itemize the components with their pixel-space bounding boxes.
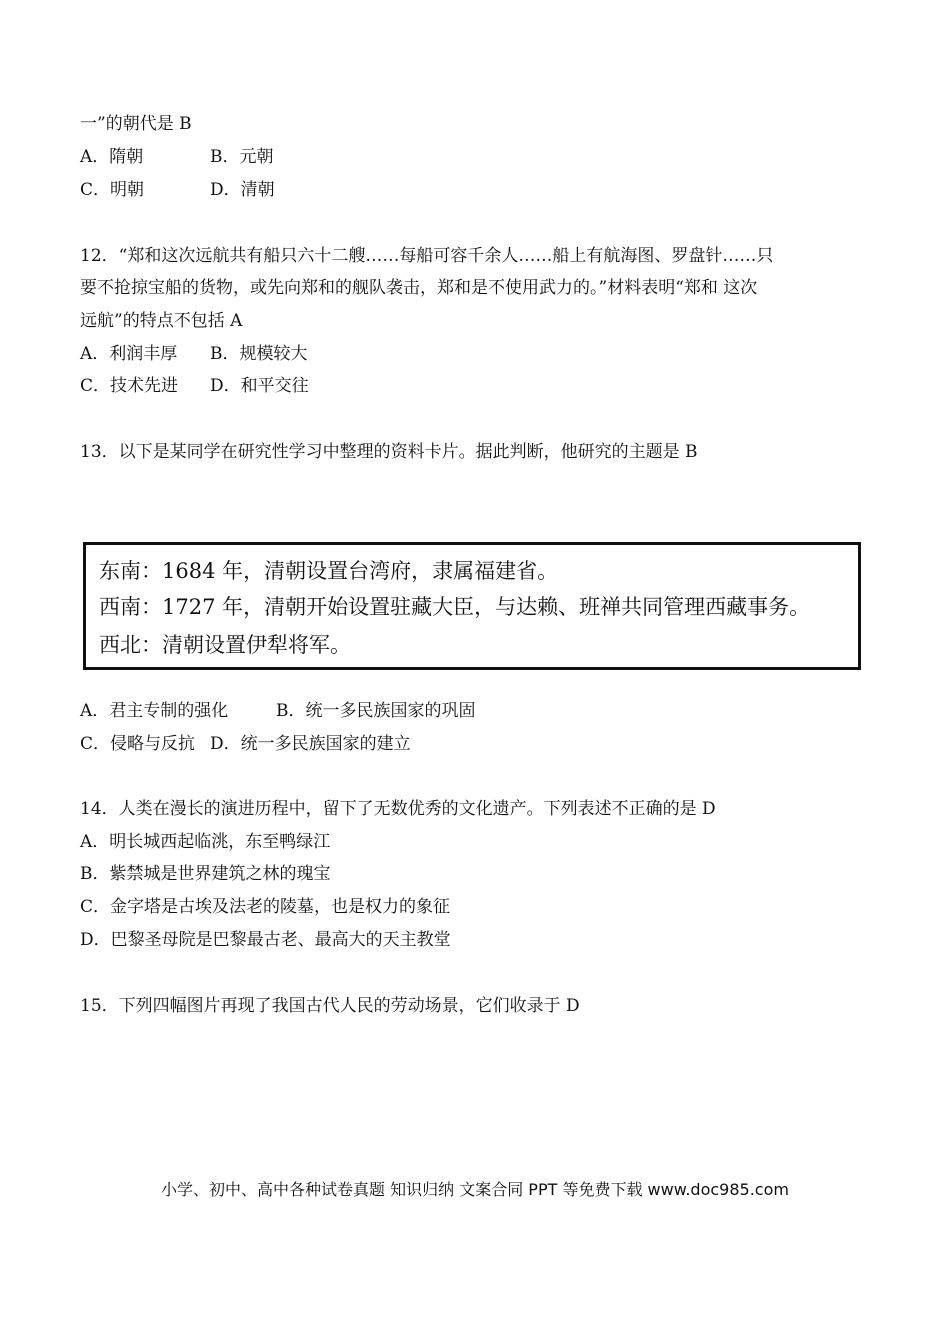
q11-stem-tail: 一”的朝代是 B [80,114,192,134]
card-line-southeast: 东南：1684 年，清朝设置台湾府，隶属福建省。 [99,559,559,583]
q11-option-b: B．元朝 [210,147,274,167]
q12-stem-line-3: 远航”的特点不包括 A [80,311,243,331]
q12-stem-line-1: 12．“郑和这次远航共有船只六十二艘……每船可容千余人……船上有航海图、罗盘针……只 [80,246,774,266]
q15-stem: 15．下列四幅图片再现了我国古代人民的劳动场景，它们收录于 D [80,996,580,1016]
q13-stem: 13．以下是某同学在研究性学习中整理的资料卡片。据此判断，他研究的主题是 B [80,442,698,462]
q13-option-b: B．统一多民族国家的巩固 [276,701,476,721]
q13-option-c: C．侵略与反抗 [80,734,196,754]
q12-option-b: B．规模较大 [210,344,308,364]
q13-option-d: D．统一多民族国家的建立 [210,734,411,754]
q13-material-card [83,542,861,670]
q14-option-a: A．明长城西起临洮，东至鸭绿江 [80,832,331,852]
footer-download-notice: 小学、初中、高中各种试卷真题 知识归纳 文案合同 PPT 等免费下载 www.doc985.com [161,1180,789,1199]
q13-option-a: A．君主专制的强化 [80,701,229,721]
q11-option-d: D．清朝 [210,180,275,200]
q12-option-a: A．利润丰厚 [80,344,178,364]
q14-option-b: B．紫禁城是世界建筑之林的瑰宝 [80,864,331,884]
q12-stem-line-2: 要不抢掠宝船的货物，或先向郑和的舰队袭击，郑和是不使用武力的。”材料表明“郑和 这次 [80,278,758,298]
q11-option-a: A．隋朝 [80,147,144,167]
q14-stem: 14．人类在漫长的演进历程中，留下了无数优秀的文化遗产。下列表述不正确的是 D [80,799,716,819]
card-line-northwest: 西北：清朝设置伊犁将军。 [99,633,351,657]
q14-option-d: D．巴黎圣母院是巴黎最古老、最高大的天主教堂 [80,930,451,950]
q12-option-c: C．技术先进 [80,376,179,396]
card-line-southwest: 西南：1727 年，清朝开始设置驻藏大臣，与达赖、班禅共同管理西藏事务。 [99,595,811,619]
q14-option-c: C．金字塔是古埃及法老的陵墓，也是权力的象征 [80,897,451,917]
q11-option-c: C．明朝 [80,180,145,200]
q12-option-d: D．和平交往 [210,376,309,396]
